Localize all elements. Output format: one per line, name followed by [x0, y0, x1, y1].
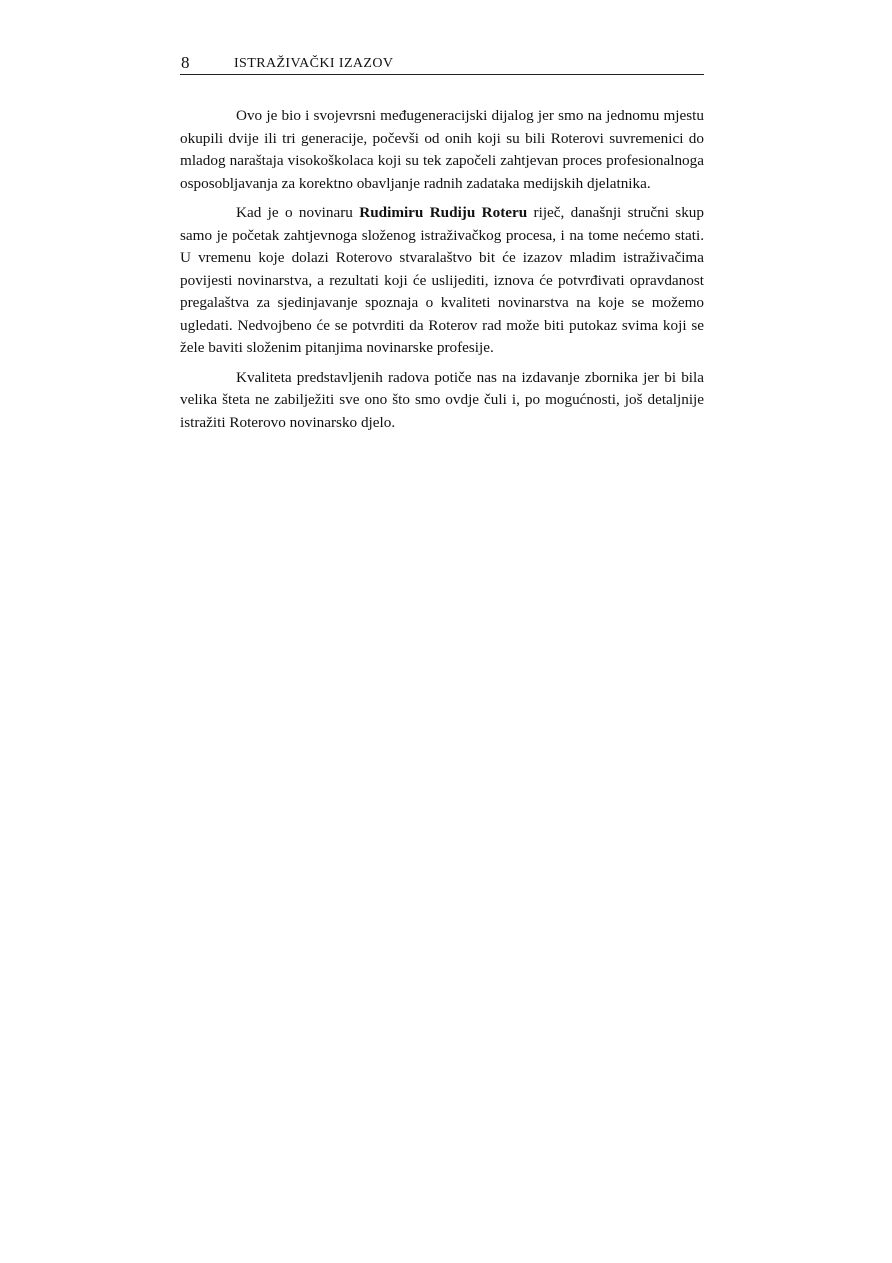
page-number: 8 — [181, 53, 190, 72]
paragraph-2-lead: Kad je o novinaru — [236, 204, 360, 221]
running-title: ISTRAŽIVAČKI IZAZOV — [234, 56, 394, 71]
paragraph-2-rest: riječ, današnji stručni skup samo je početak zahtjevnoga složenog istraživačkog procesa, i na tome nećemo stati. U vremenu koje dolazi Roterovo stvaralaštvo bit će izazov mladim istraživačima povijesti novinarstva, a rezultati koji će uslijediti, iznova će potvrđivati opravdanost pregalaštva za sjedinjavanje spoznaja o kvaliteti novinarstva na koje se možemo ugledati. Nedvojbeno će se potvrditi da Roterov rad može biti putokaz svima koji se žele baviti složenim pitanjima novinarske profesije. — [180, 204, 704, 356]
running-header — [180, 52, 704, 75]
paragraph-2 — [180, 202, 704, 360]
paragraph-1: Ovo je bio i svojevrsni međugeneracijski dijalog jer smo na jednomu mjestu okupili dvije ili tri generacije, počevši od onih koji su bili Roterovi suvremenici do mladog naraštaja visokoškolaca koji su tek započeli zahtjevan proces profesionalnoga osposobljavanja za korektno obavljanje radnih zadataka medijskih djelatnika. — [180, 107, 704, 192]
body-text — [180, 105, 704, 441]
paragraph-3: Kvaliteta predstavljenih radova potiče nas na izdavanje zbornika jer bi bila velika šteta ne zabilježiti sve ono što smo ovdje čuli i, po mogućnosti, još detaljnije istražiti Roterovo novinarsko djelo. — [180, 368, 704, 431]
journalist-name: Rudimiru Rudiju Roteru — [359, 204, 528, 221]
